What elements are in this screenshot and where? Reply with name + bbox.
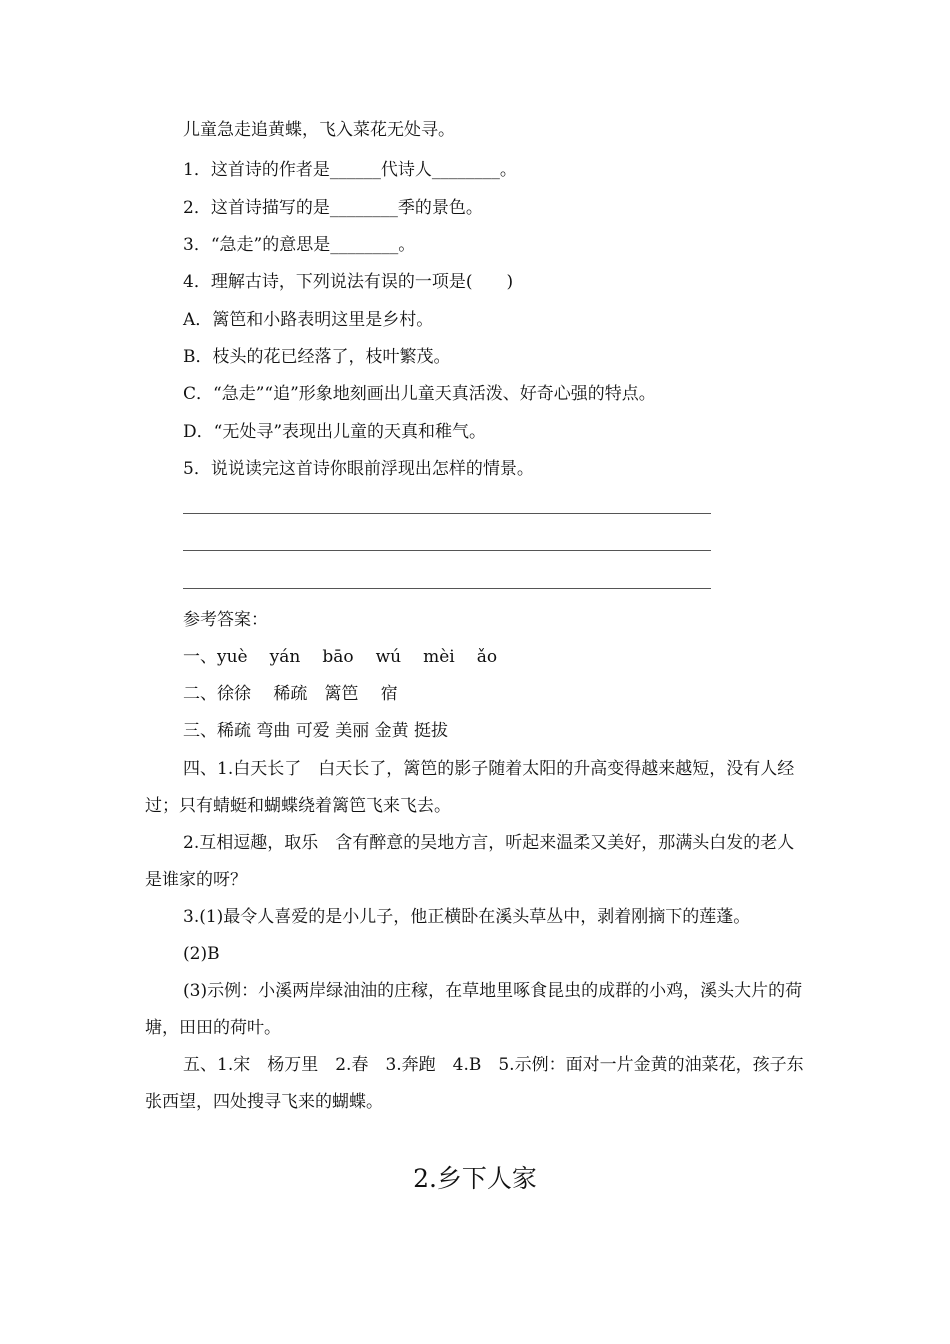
answer-three: 三、稀疏 弯曲 可爱 美丽 金黄 挺拔 xyxy=(183,721,449,741)
answer-line-3[interactable] xyxy=(183,588,711,589)
question-2: 2．这首诗描写的是________季的景色。 xyxy=(183,198,483,218)
answer-five-text: 五、1.宋 杨万里 2.春 3.奔跑 4.B 5.示例：面对一片金黄的油菜花，孩子东张西望，四处搜寻飞来的蝴蝶。 xyxy=(145,1055,804,1112)
answer-line-2[interactable] xyxy=(183,550,711,551)
answer-one-prefix: 一、 xyxy=(183,647,217,667)
answer-two: 二、徐徐 稀疏 篱笆 宿 xyxy=(183,684,398,704)
answer-five xyxy=(145,1047,810,1121)
pinyin-item: mèi xyxy=(423,647,455,667)
answers-heading: 参考答案： xyxy=(183,610,268,630)
answer-four-2 xyxy=(145,825,810,899)
option-a: A．篱笆和小路表明这里是乡村。 xyxy=(183,310,434,330)
answer-four-3-3-text: (3)示例：小溪两岸绿油油的庄稼，在草地里啄食昆虫的成群的小鸡，溪头大片的荷塘，田田的荷叶。 xyxy=(145,981,803,1038)
answer-four-3-3 xyxy=(145,973,810,1047)
poem-line: 儿童急走追黄蝶，飞入菜花无处寻。 xyxy=(183,120,455,140)
answer-four-3-2 xyxy=(145,936,810,973)
answer-four-1 xyxy=(145,751,810,825)
question-5: 5．说说读完这首诗你眼前浮现出怎样的情景。 xyxy=(183,459,534,479)
answer-four-1-text: 四、1.白天长了 白天长了，篱笆的影子随着太阳的升高变得越来越短，没有人经过；只有蜻蜓和蝴蝶绕着篱笆飞来飞去。 xyxy=(145,759,795,816)
question-3: 3．“急走”的意思是________。 xyxy=(183,235,416,255)
answer-four-3-2-text: (2)B xyxy=(183,944,220,964)
answer-one xyxy=(183,645,519,669)
pinyin-item: bāo xyxy=(322,647,354,667)
pinyin-item: ǎo xyxy=(476,647,498,667)
pinyin-item: wú xyxy=(375,647,402,667)
answer-four-3-1-text: 3.(1)最令人喜爱的是小儿子，他正横卧在溪头草丛中，剥着刚摘下的莲蓬。 xyxy=(183,907,751,927)
option-b: B．枝头的花已经落了，枝叶繁茂。 xyxy=(183,347,451,367)
answer-four-2-text: 2.互相逗趣，取乐 含有醉意的吴地方言，听起来温柔又美好，那满头白发的老人是谁家的呀？ xyxy=(145,833,795,890)
option-d: D．“无处寻”表现出儿童的天真和稚气。 xyxy=(183,422,487,442)
pinyin-item: yán xyxy=(269,647,301,667)
question-4: 4．理解古诗，下列说法有误的一项是( ) xyxy=(183,272,514,292)
question-1: 1．这首诗的作者是______代诗人________。 xyxy=(183,160,517,180)
answer-line-1[interactable] xyxy=(183,513,711,514)
option-c: C．“急走”“追”形象地刻画出儿童天真活泼、好奇心强的特点。 xyxy=(183,384,656,404)
answer-four-3-1 xyxy=(145,899,810,936)
pinyin-item: yuè xyxy=(217,647,248,667)
next-section-title: 2.乡下人家 xyxy=(413,1164,537,1193)
